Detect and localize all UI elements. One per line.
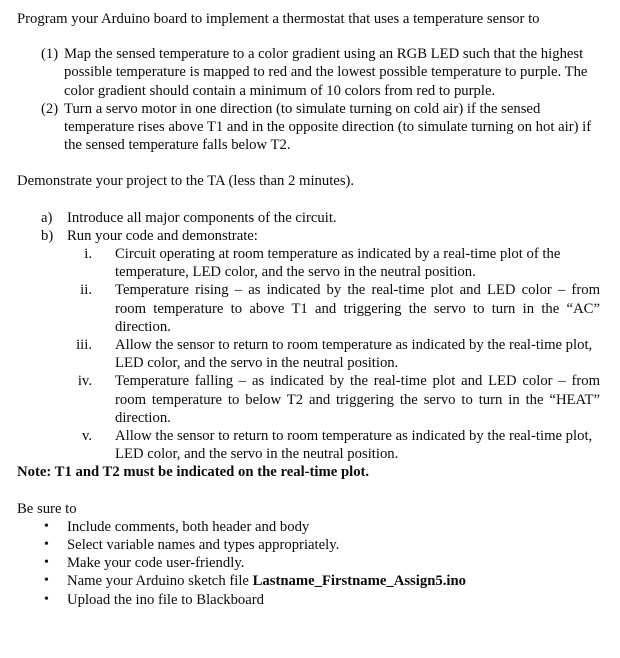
requirement-item-2 xyxy=(0,100,620,155)
checklist-item-label: Select variable names and types appropriately. xyxy=(67,537,340,554)
demo-substep-marker-v: v. xyxy=(81,428,92,445)
demo-step-text-a: Introduce all major components of the circuit. xyxy=(67,209,337,226)
note-line: Note: T1 and T2 must be indicated on the real-time plot. xyxy=(17,464,370,481)
demo-substep-text-v: Allow the sensor to return to room temperature as indicated by the real-time plot, LED color, and the servo in the neutral position. xyxy=(115,428,593,463)
checklist-item-text xyxy=(67,536,600,554)
requirements-list xyxy=(0,45,620,154)
requirement-text-1: Map the sensed temperature to a color gradient using an RGB LED such that the highest possible temperature is mapped to red and the lowest possible temperature to purple. The color gradient should contain a minimum of 10 colors from red to purple. xyxy=(64,46,588,99)
demo-step-marker-b: b) xyxy=(41,227,54,244)
checklist-item xyxy=(0,518,620,536)
checklist-item-label: Include comments, both header and body xyxy=(67,518,310,535)
demo-substep-ii xyxy=(0,281,620,336)
requirement-text-2: Turn a servo motor in one direction (to simulate turning on cold air) if the sensed temperature rises above T1 and in the opposite direction (to simulate turning on hot air) if the sensed temperature falls below T2. xyxy=(64,100,592,154)
demo-substep-i xyxy=(0,245,620,281)
requirement-item-1 xyxy=(0,45,620,100)
demo-substep-text-ii: Temperature rising – as indicated by the real-time plot and LED color – from room temperature to above T1 and triggering the servo to turn in the “AC” direction. xyxy=(115,282,600,335)
spacer-before-demo xyxy=(0,154,620,172)
demo-steps-list xyxy=(0,209,620,245)
checklist-item xyxy=(0,591,620,609)
bullet-icon: • xyxy=(44,518,49,534)
demo-substeps-list xyxy=(0,245,620,463)
demo-substep-marker-iii: iii. xyxy=(76,337,92,354)
checklist-item-text xyxy=(67,572,600,590)
checklist-item xyxy=(0,536,620,554)
demo-step-b xyxy=(0,227,620,245)
demo-substep-v xyxy=(0,427,620,463)
demo-substep-text-iii: Allow the sensor to return to room temperature as indicated by the real-time plot, LED color, and the servo in the neutral position. xyxy=(115,337,593,372)
requirement-marker-2: (2) xyxy=(41,100,59,117)
checklist-item xyxy=(0,554,620,572)
top-spacer xyxy=(0,0,620,10)
bullet-icon: • xyxy=(44,591,49,607)
intro-paragraph: Program your Arduino board to implement a thermostat that uses a temperature sensor to xyxy=(17,11,540,27)
demo-substep-marker-iv: iv. xyxy=(77,373,92,390)
checklist-item xyxy=(0,572,620,590)
demo-paragraph: Demonstrate your project to the TA (less than 2 minutes). xyxy=(17,173,355,190)
be-sure-heading: Be sure to xyxy=(17,500,77,517)
checklist-item-emphasis: Lastname_Firstname_Assign5.ino xyxy=(252,573,466,590)
bullet-icon: • xyxy=(44,573,49,589)
demo-step-marker-a: a) xyxy=(41,209,53,226)
demo-substep-iv xyxy=(0,372,620,427)
spacer-after-demo xyxy=(0,191,620,209)
spacer-after-intro xyxy=(0,28,620,45)
checklist-item-text xyxy=(67,518,600,536)
checklist-item-text xyxy=(67,591,600,609)
bullet-icon: • xyxy=(44,555,49,571)
checklist-item-label: Make your code user-friendly. xyxy=(67,555,245,572)
checklist xyxy=(0,518,620,609)
checklist-item-label: Name your Arduino sketch file xyxy=(67,573,253,590)
demo-substep-marker-ii: ii. xyxy=(80,282,92,299)
demo-substep-iii xyxy=(0,336,620,372)
demo-substep-text-i: Circuit operating at room temperature as indicated by a real-time plot of the temperature, LED color, and the servo in the neutral position. xyxy=(115,246,561,281)
bullet-icon: • xyxy=(44,537,49,553)
demo-substep-marker-i: i. xyxy=(84,246,92,263)
demo-step-text-b: Run your code and demonstrate: xyxy=(67,227,258,244)
requirement-marker-1: (1) xyxy=(41,46,59,63)
checklist-item-text xyxy=(67,554,600,572)
demo-substep-text-iv: Temperature falling – as indicated by the real-time plot and LED color – from room temperature to below T2 and triggering the servo to turn in the “HEAT” direction. xyxy=(115,373,600,426)
spacer-before-checklist xyxy=(0,482,620,500)
checklist-item-label: Upload the ino file to Blackboard xyxy=(67,591,265,608)
demo-step-a xyxy=(0,209,620,227)
